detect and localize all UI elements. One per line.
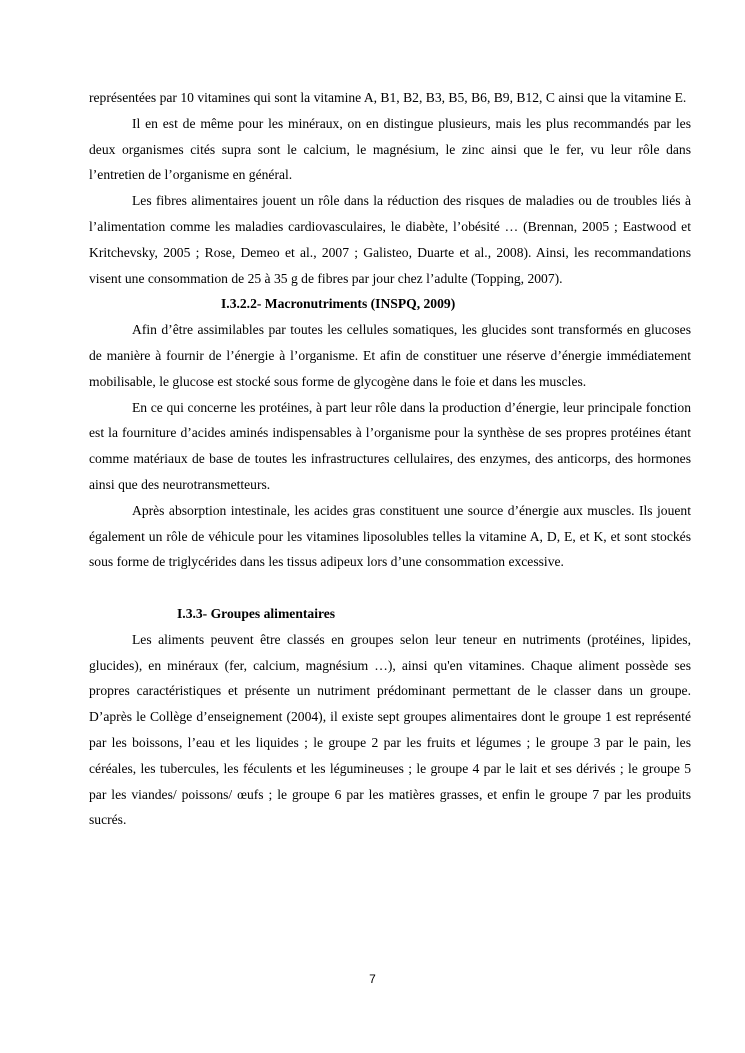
heading-macronutriments: I.3.2.2- Macronutriments (INSPQ, 2009) xyxy=(221,296,456,312)
section-spacer xyxy=(89,575,691,601)
heading-groupes-alimentaires: I.3.3- Groupes alimentaires xyxy=(177,605,336,621)
paragraph-acides-gras: Après absorption intestinale, les acides gras constituent une source d’énergie aux muscles. Ils jouent également un rôle de véhicule pour les vitamines liposolubles telles la vitamine A, D, E, et K, et sont stockés sous forme de triglycérides dans les tissus adipeux lors d’une consommation excessive. xyxy=(89,502,691,570)
page-body xyxy=(89,85,691,833)
paragraph-fibres: Les fibres alimentaires jouent un rôle dans la réduction des risques de maladies ou de troubles liés à l’alimentation comme les maladies cardiovasculaires, le diabète, l’obésité … (Brennan, 2005 ; Eastwood et Kritchevsky, 2005 ; Rose, Demeo et al., 2007 ; Galisteo, Duarte et al., 2008). Ainsi, les recommandations visent une consommation de 25 à 35 g de fibres par jour chez l’adulte (Topping, 2007). xyxy=(89,193,691,286)
paragraph-glucides: Afin d’être assimilables par toutes les cellules somatiques, les glucides sont transformés en glucoses de manière à fournir de l’énergie à l’organisme. Et afin de constituer une réserve d’énergie immédiatement mobilisable, le glucose est stocké sous forme de glycogène dans le foie et dans les muscles. xyxy=(89,322,691,389)
paragraph-mineraux: Il en est de même pour les minéraux, on en distingue plusieurs, mais les plus recommandés par les deux organismes cités supra sont le calcium, le magnésium, le zinc ainsi que le fer, vu leur rôle dans l’entretien de l’organisme en général. xyxy=(89,115,691,183)
paragraph-groupes: Les aliments peuvent être classés en groupes selon leur teneur en nutriments (protéines, lipides, glucides), en minéraux (fer, calcium, magnésium …), ainsi qu'en vitamines. Chaque aliment possède ses propres caractéristiques et présente un nutriment prédominant permettant de le classer dans un groupe. D’après le Collège d’enseignement (2004), il existe sept groupes alimentaires dont le groupe 1 est représenté par les boissons, l’eau et les liquides ; le groupe 2 par les fruits et légumes ; le groupe 3 par le pain, les céréales, les tubercules, les féculents et les légumineuses ; le groupe 4 par le lait et ses dérivés ; le groupe 5 par les viandes/ poissons/ œufs ; le groupe 6 par les matières grasses, et enfin le groupe 7 par les produits sucrés. xyxy=(89,631,691,828)
paragraph-proteines: En ce qui concerne les protéines, à part leur rôle dans la production d’énergie, leur principale fonction est la fourniture d’acides aminés indispensables à l’organisme pour la synthèse de ses propres protéines étant comme matériaux de base de toutes les infrastructures cellulaires, des enzymes, des anticorps, des hormones ainsi que des neurotransmetteurs. xyxy=(89,399,691,492)
paragraph-vitamines: représentées par 10 vitamines qui sont la vitamine A, B1, B2, B3, B5, B6, B9, B12, C ainsi que la vitamine E. xyxy=(89,90,687,105)
page-number: 7 xyxy=(369,972,376,986)
